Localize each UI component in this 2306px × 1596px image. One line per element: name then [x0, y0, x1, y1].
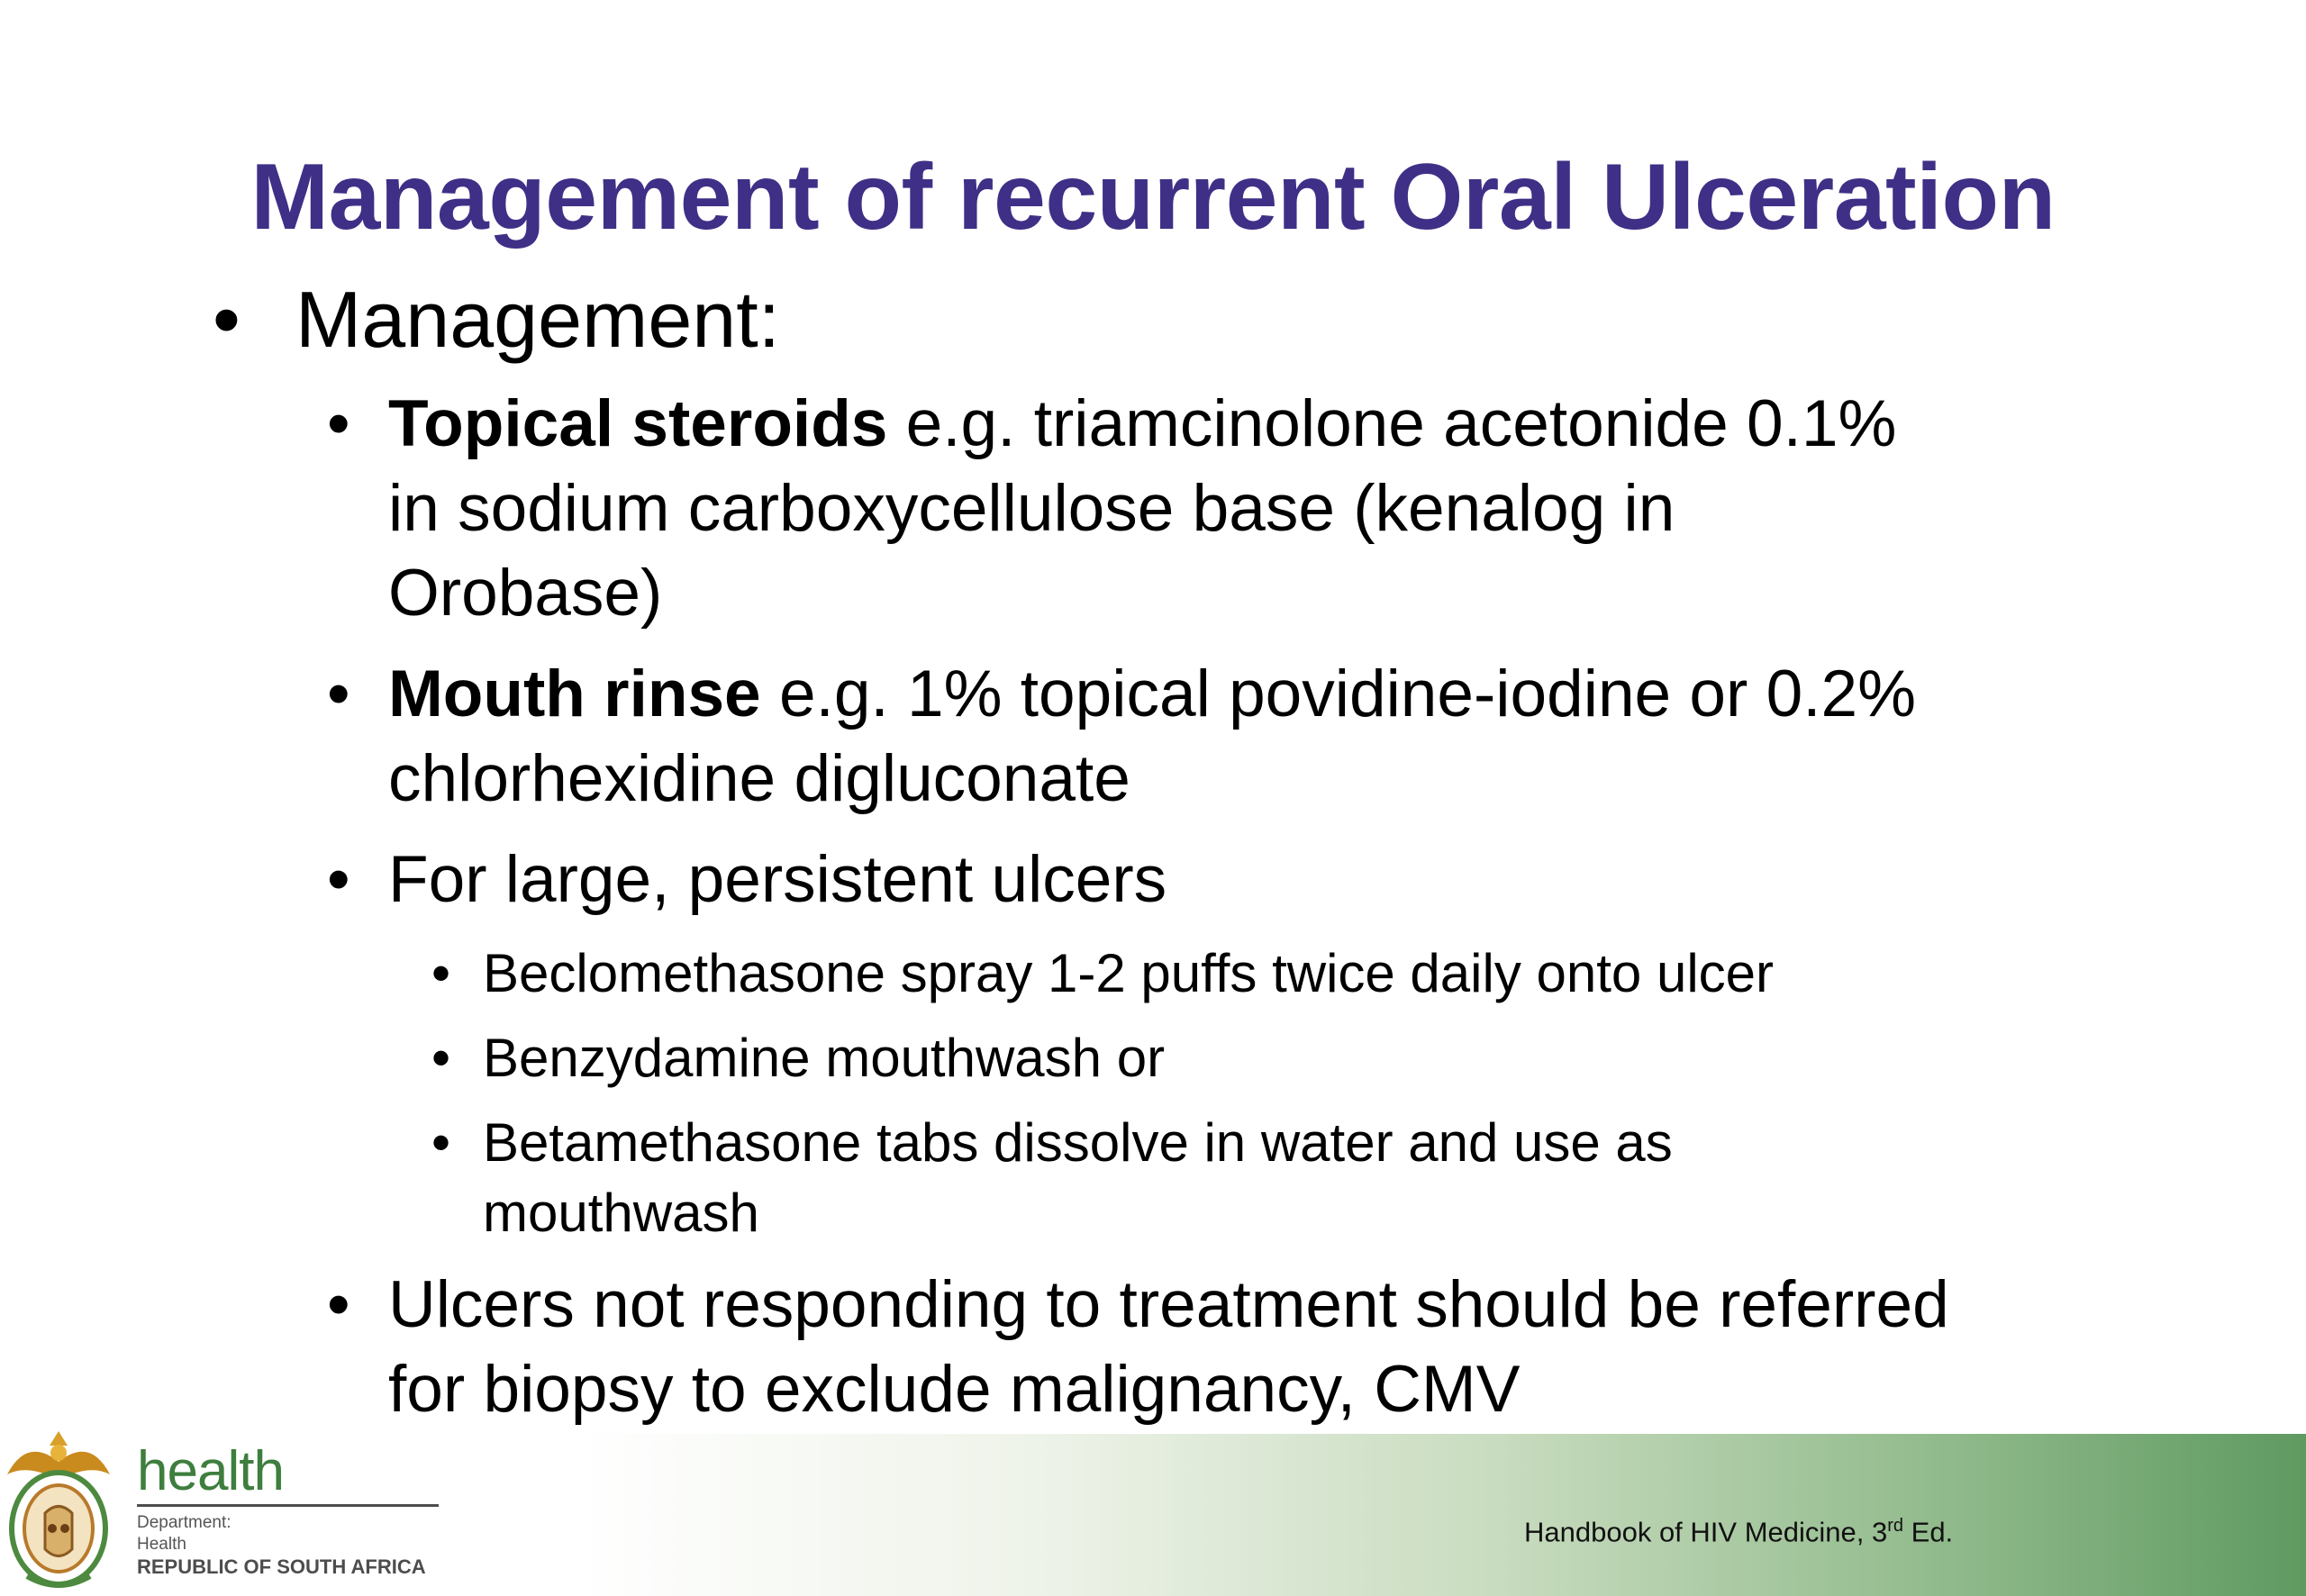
bullet-dot: • — [327, 1268, 350, 1341]
citation-superscript: rd — [1887, 1516, 1904, 1536]
bullet-text: e.g. 1% topical povidine-iodine or 0.2% — [760, 657, 1917, 730]
bullet-dot: • — [213, 275, 241, 364]
logo-department: Department: — [137, 1513, 232, 1532]
bullet-text: Orobase) — [388, 557, 663, 630]
bullet-dot: • — [327, 657, 350, 730]
source-citation — [1524, 1516, 1953, 1548]
sub-bullet-benzydamine — [213, 1023, 2131, 1093]
slide-body — [213, 270, 2131, 1448]
sub-bullet-betamethasone — [213, 1108, 2131, 1248]
bullet-topical-steroids — [213, 382, 2131, 636]
bullet-dot: • — [431, 943, 451, 1003]
logo-country: REPUBLIC OF SOUTH AFRICA — [137, 1555, 426, 1578]
logo-wordmark: health — [137, 1440, 284, 1502]
bullet-text: e.g. triamcinolone acetonide 0.1% — [887, 387, 1897, 460]
bullet-text: Management: — [295, 275, 781, 364]
bullet-text: Benzydamine mouthwash or — [483, 1028, 1166, 1088]
logo-divider — [137, 1504, 439, 1507]
bold-term: Mouth rinse — [388, 657, 761, 730]
logo-department-name: Health — [137, 1535, 186, 1554]
bullet-text: chlorhexidine digluconate — [388, 742, 1130, 815]
citation-suffix: Ed. — [1903, 1516, 1954, 1548]
bullet-text: mouthwash — [483, 1183, 759, 1243]
bullet-mouth-rinse — [213, 652, 2131, 821]
citation-text: Handbook of HIV Medicine, 3 — [1524, 1516, 1888, 1548]
bold-term: Topical steroids — [388, 387, 888, 460]
bullet-dot: • — [327, 843, 350, 916]
bullet-dot: • — [431, 1028, 451, 1088]
bullet-text: in sodium carboxycellulose base (kenalog in — [388, 472, 1675, 545]
slide-title: Management of recurrent Oral Ulceration — [250, 145, 2056, 249]
bullet-text: for biopsy to exclude malignancy, CMV — [388, 1353, 1521, 1426]
bullet-text: Beclomethasone spray 1-2 puffs twice daily onto ulcer — [483, 943, 1774, 1003]
sub-bullet-beclomethasone — [213, 939, 2131, 1009]
bullet-text: For large, persistent ulcers — [388, 843, 1167, 916]
bullet-management — [213, 270, 2131, 369]
bullet-large-ulcers — [213, 838, 2131, 922]
bullet-text: Ulcers not responding to treatment should be referred — [388, 1268, 1949, 1341]
bullet-referral — [213, 1263, 2131, 1432]
bullet-dot: • — [431, 1112, 451, 1173]
bullet-dot: • — [327, 387, 350, 460]
bullet-text: Betamethasone tabs dissolve in water and use as — [483, 1112, 1673, 1173]
